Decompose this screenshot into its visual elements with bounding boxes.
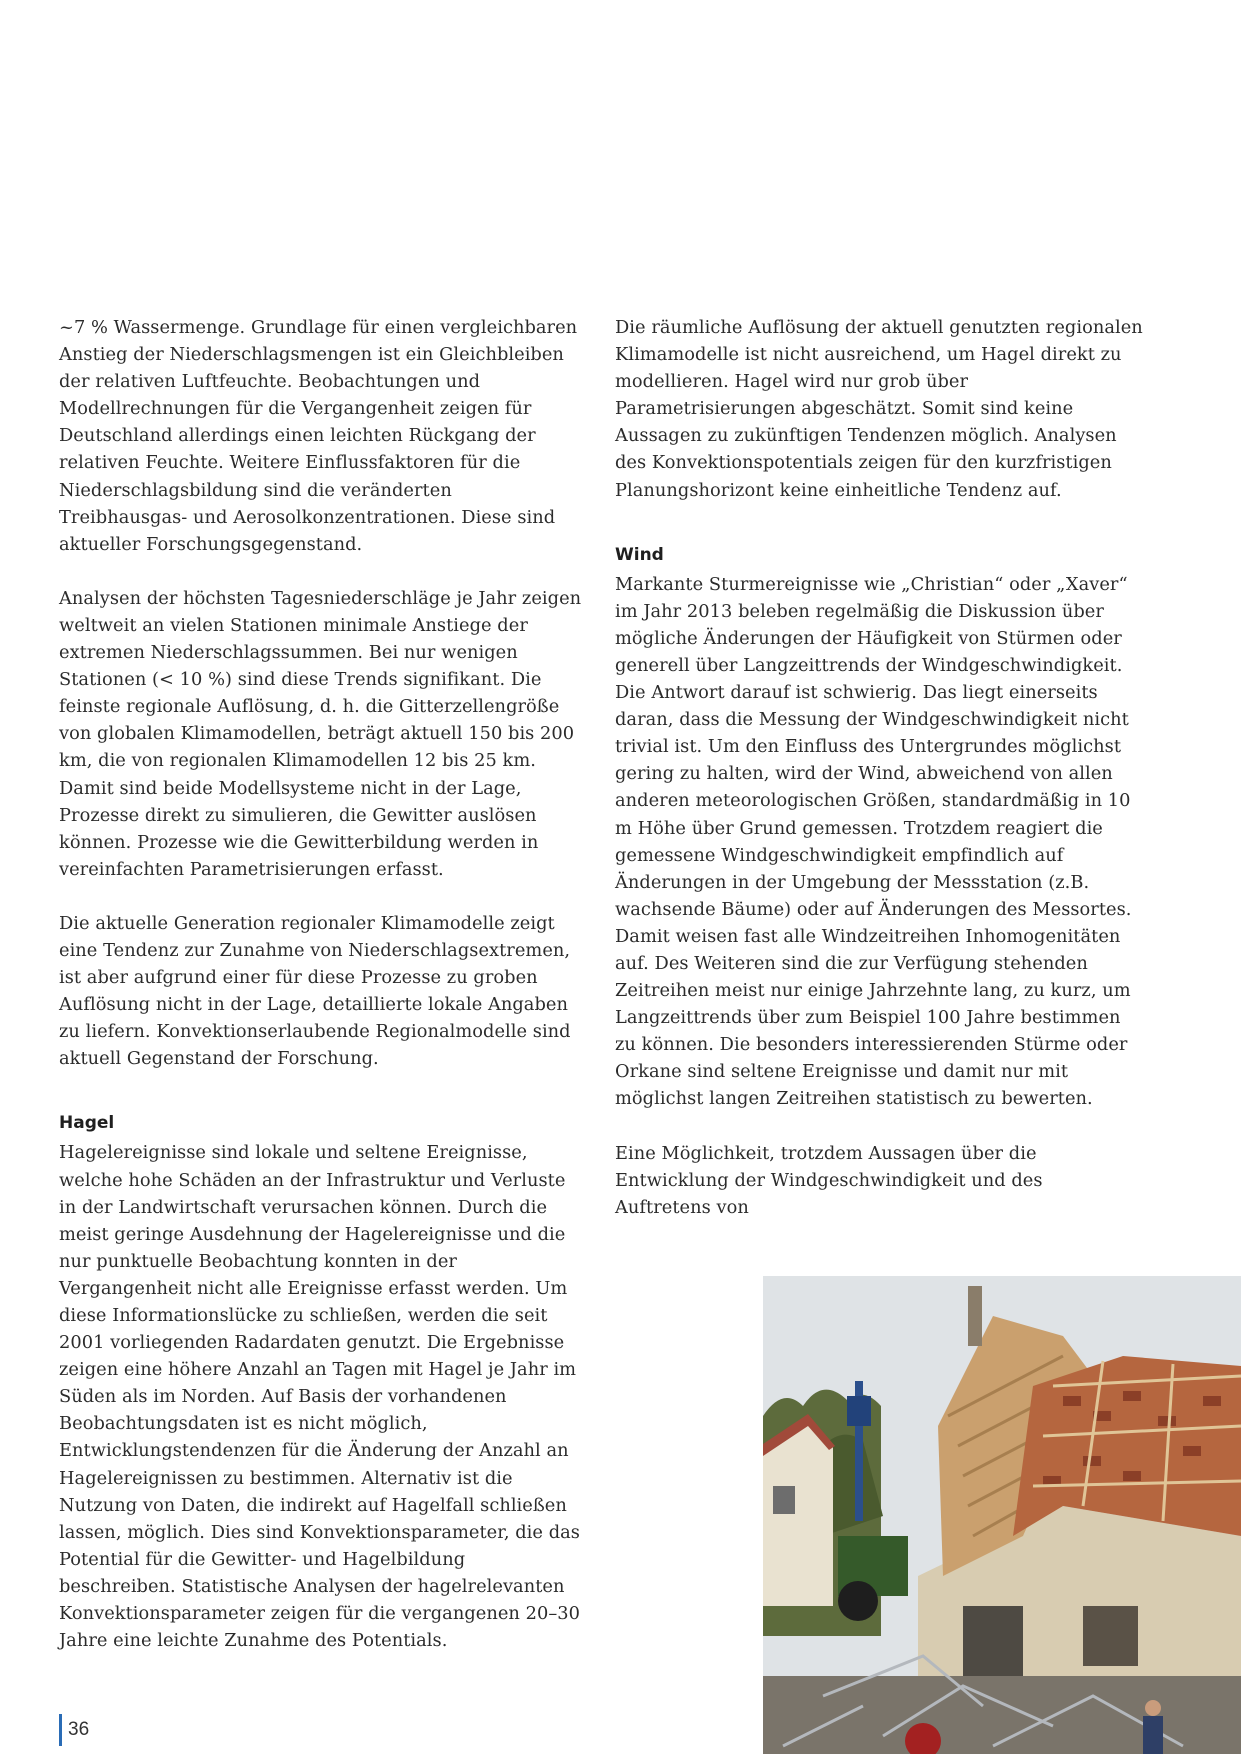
page-number: 36 [59,1714,89,1746]
paragraph: Hagelereignisse sind lokale und seltene Ereignisse, welche hohe Schäden an der Infrastruktur und Verluste in der Landwirtschaft verursachen können. Durch die meist geringe Ausdehnung der Hagelereignisse und die nur punktuelle Beobachtung konnten in der Vergangenheit nicht alle Ereignisse erfasst werden. Um diese Informationslücke zu schließen, werden die seit 2001 vorliegenden Radardaten genutzt. Die Ergebnisse zeigen eine höhere Anzahl an Tagen mit Hagel je Jahr im Süden als im Norden. Auf Basis der vorhandenen Beobachtungsdaten ist es nicht möglich, Entwicklungstendenzen für die Änderung der Anzahl an Hagelereignissen zu bestimmen. Alternativ ist die Nutzung von Daten, die indirekt auf Hagelfall schließen lassen, möglich. Dies sind Konvektionsparameter, die das Potential für die Gewitter- und Hagelbildung beschreiben. Statistische Analysen der hagelrelevanten Konvektionsparameter zeigen für die vergangenen 20–30 Jahre eine leichte Zunahme des Potentials. [59,1142,581,1652]
damaged-house-image [763,1276,1241,1754]
paragraph: Die aktuelle Generation regionaler Klimamodelle zeigt eine Tendenz zur Zunahme von Niederschlagsextremen, ist aber aufgrund einer für diese Prozesse zu groben Auflösung nicht in der Lage, detaillierte lokale Angaben zu liefern. Konvektionserlaubende Regionalmodelle sind aktuell Gegenstand der Forschung. [59,912,571,1070]
paragraph: Die räumliche Auflösung der aktuell genutzten regionalen Klimamodelle ist nicht ausreichend, um Hagel direkt zu modellieren. Hagel wird nur grob über Parametrisierungen abgeschätzt. Somit sind keine Aussagen zu zukünftigen Tendenzen möglich. Analysen des Konvektionspotentials zeigen für den kurzfristigen Planungshorizont keine einheitliche Tendenz auf. [615,317,1143,501]
paragraph: Eine Möglichkeit, trotzdem Aussagen über die Entwicklung der Windgeschwindigkeit und des Auftretens von [615,1142,1043,1218]
paragraph: Analysen der höchsten Tagesniederschläge je Jahr zeigen weltweit an vielen Stationen minimale Anstiege der extremen Niederschlagssummen. Bei nur wenigen Stationen (< 10 %) sind diese Trends signifikant. Die feinste regionale Auflösung, d. h. die Gitterzellengröße von globalen Klimamodellen, beträgt aktuell 150 bis 200 km, die von regionalen Klimamodellen 12 bis 25 km. Damit sind beide Modellsysteme nicht in der Lage, Prozesse direkt zu simulieren, die Gewitter auslösen können. Prozesse wie die Gewitterbildung werden in vereinfachten Parametrisierungen erfasst. [59,587,582,880]
left-column [59,314,585,1681]
right-column [615,314,1143,1248]
paragraph: ~7 % Wassermenge. Grundlage für einen vergleichbaren Anstieg der Niederschlagsmengen ist ein Gleichbleiben der relativen Luftfeuchte. Beobachtungen und Modellrechnungen für die Vergangenheit zeigen für Deutschland allerdings einen leichten Rückgang der relativen Feuchte. Weitere Einflussfaktoren für die Niederschlagsbildung sind die veränderten Treibhausgas- und Aerosolkonzentrationen. Diese sind aktueller Forschungsgegenstand. [59,317,578,555]
storm-damage-photo [763,1276,1241,1754]
section-heading-wind: Wind [615,544,664,565]
paragraph: Markante Sturmereignisse wie „Christian“ oder „Xaver“ im Jahr 2013 beleben regelmäßig die Diskussion über mögliche Änderungen der Häufigkeit von Stürmen oder generell über Langzeittrends der Windgeschwindigkeit. Die Antwort darauf ist schwierig. Das liegt einerseits daran, dass die Messung der Windgeschwindigkeit nicht trivial ist. Um den Einfluss des Untergrundes möglichst gering zu halten, wird der Wind, abweichend von allen anderen meteorologischen Größen, standardmäßig in 10 m Höhe über Grund gemessen. Trotzdem reagiert die gemessene Windgeschwindigkeit empfindlich auf Änderungen in der Umgebung der Messstation (z.B. wachsende Bäume) oder auf Änderungen des Messortes. Damit weisen fast alle Windzeitreihen Inhomogenitäten auf. Des Weiteren sind die zur Verfügung stehenden Zeitreihen meist nur einige Jahrzehnte lang, zu kurz, um Langzeittrends über zum Beispiel 100 Jahre bestimmen zu können. Die besonders interessierenden Stürme oder Orkane sind seltene Ereignisse und damit nur mit möglichst langen Zeitreihen statistisch zu bewerten. [615,573,1132,1110]
section-heading-hagel: Hagel [59,1113,115,1134]
